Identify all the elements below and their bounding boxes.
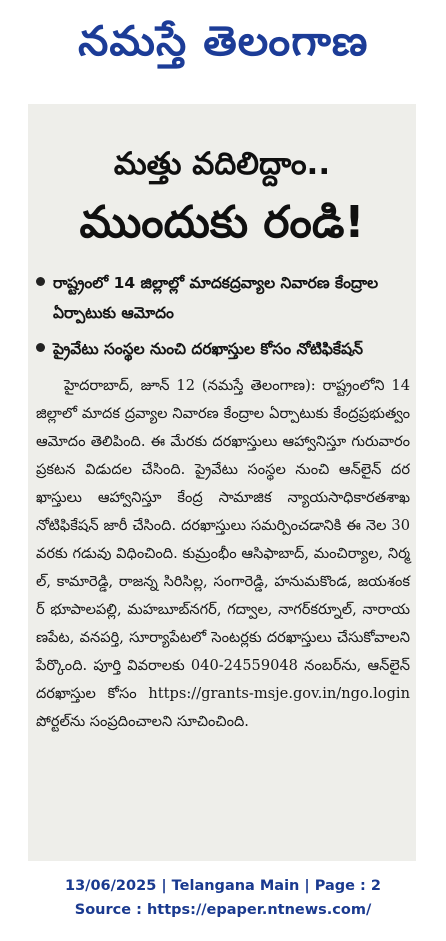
- highlight-item: [36, 268, 410, 328]
- article-body: హైదరాబాద్, జూన్ 12 (నమస్తే తెలంగాణ): రాష్ట్రంలోని 14 జిల్లాలో మాదక ద్రవ్యాల నివారణ కేంద్రాల ఏర్పాటుకు కేంద్రప్రభుత్వం ఆమోదం తెలిపింది. ఈ మేరకు దరఖాస్తులు ఆహ్వానిస్తూ గురువారం ప్రకటన విడుదల చేసింది. ప్రైవేటు సంస్థల నుంచి ఆన్‌లైన్ దరఖాస్తులు ఆహ్వానిస్తూ కేంద్ర సామాజిక న్యాయసాధికారతశాఖ నోటిఫికేషన్ జారీ చేసింది. దరఖాస్తులు సమర్పించడానికి ఈ నెల 30 వరకు గడువు విధించింది. కుమ్రంభీం ఆసిఫాబాద్, మంచిర్యాల, నిర్మల్, కామారెడ్డి, రాజన్న సిరిసిల్ల, సంగారెడ్డి, హనుమకొండ, జయశంకర్ భూపాలపల్లి, మహబూబ్‌నగర్, గద్వాల, నాగర్‌కర్నూల్, నారాయణపేట, వనపర్తి, సూర్యాపేటలో సెంటర్లకు దరఖాస్తులు చేసుకోవాలని పేర్కొంది. పూర్తి వివరాలకు 040-24559048 నంబర్‌ను, ఆన్‌లైన్ దరఖాస్తుల కోసం https://grants-msje.gov.in/ngo.login పోర్టల్‌ను సంప్రదించాలని సూచించింది.: [36, 377, 410, 730]
- headline-kicker: మత్తు వదిలిద్దాం..: [113, 146, 331, 182]
- newspaper-logo: నమస్తే తెలంగాణ: [77, 16, 369, 65]
- masthead: [0, 0, 446, 82]
- highlights-list: [36, 268, 410, 364]
- headline-main: ముందుకు రండి!: [79, 197, 365, 248]
- article-clipping: [28, 104, 416, 861]
- highlight-text: ప్రైవేటు సంస్థల నుంచి దరఖాస్తుల కోసం నోటిఫికేషన్: [53, 340, 363, 358]
- bullet-icon: [36, 277, 45, 286]
- source-link[interactable]: Source : https://epaper.ntnews.com/: [74, 902, 372, 918]
- highlight-item: [36, 334, 410, 364]
- bullet-icon: [36, 343, 45, 352]
- highlight-text: రాష్ట్రంలో 14 జిల్లాల్లో మాదకద్రవ్యాల నివారణ కేంద్రాల ఏర్పాటుకు ఆమోదం: [53, 274, 379, 322]
- publication-info: 13/06/2025 | Telangana Main | Page : 2: [64, 878, 381, 894]
